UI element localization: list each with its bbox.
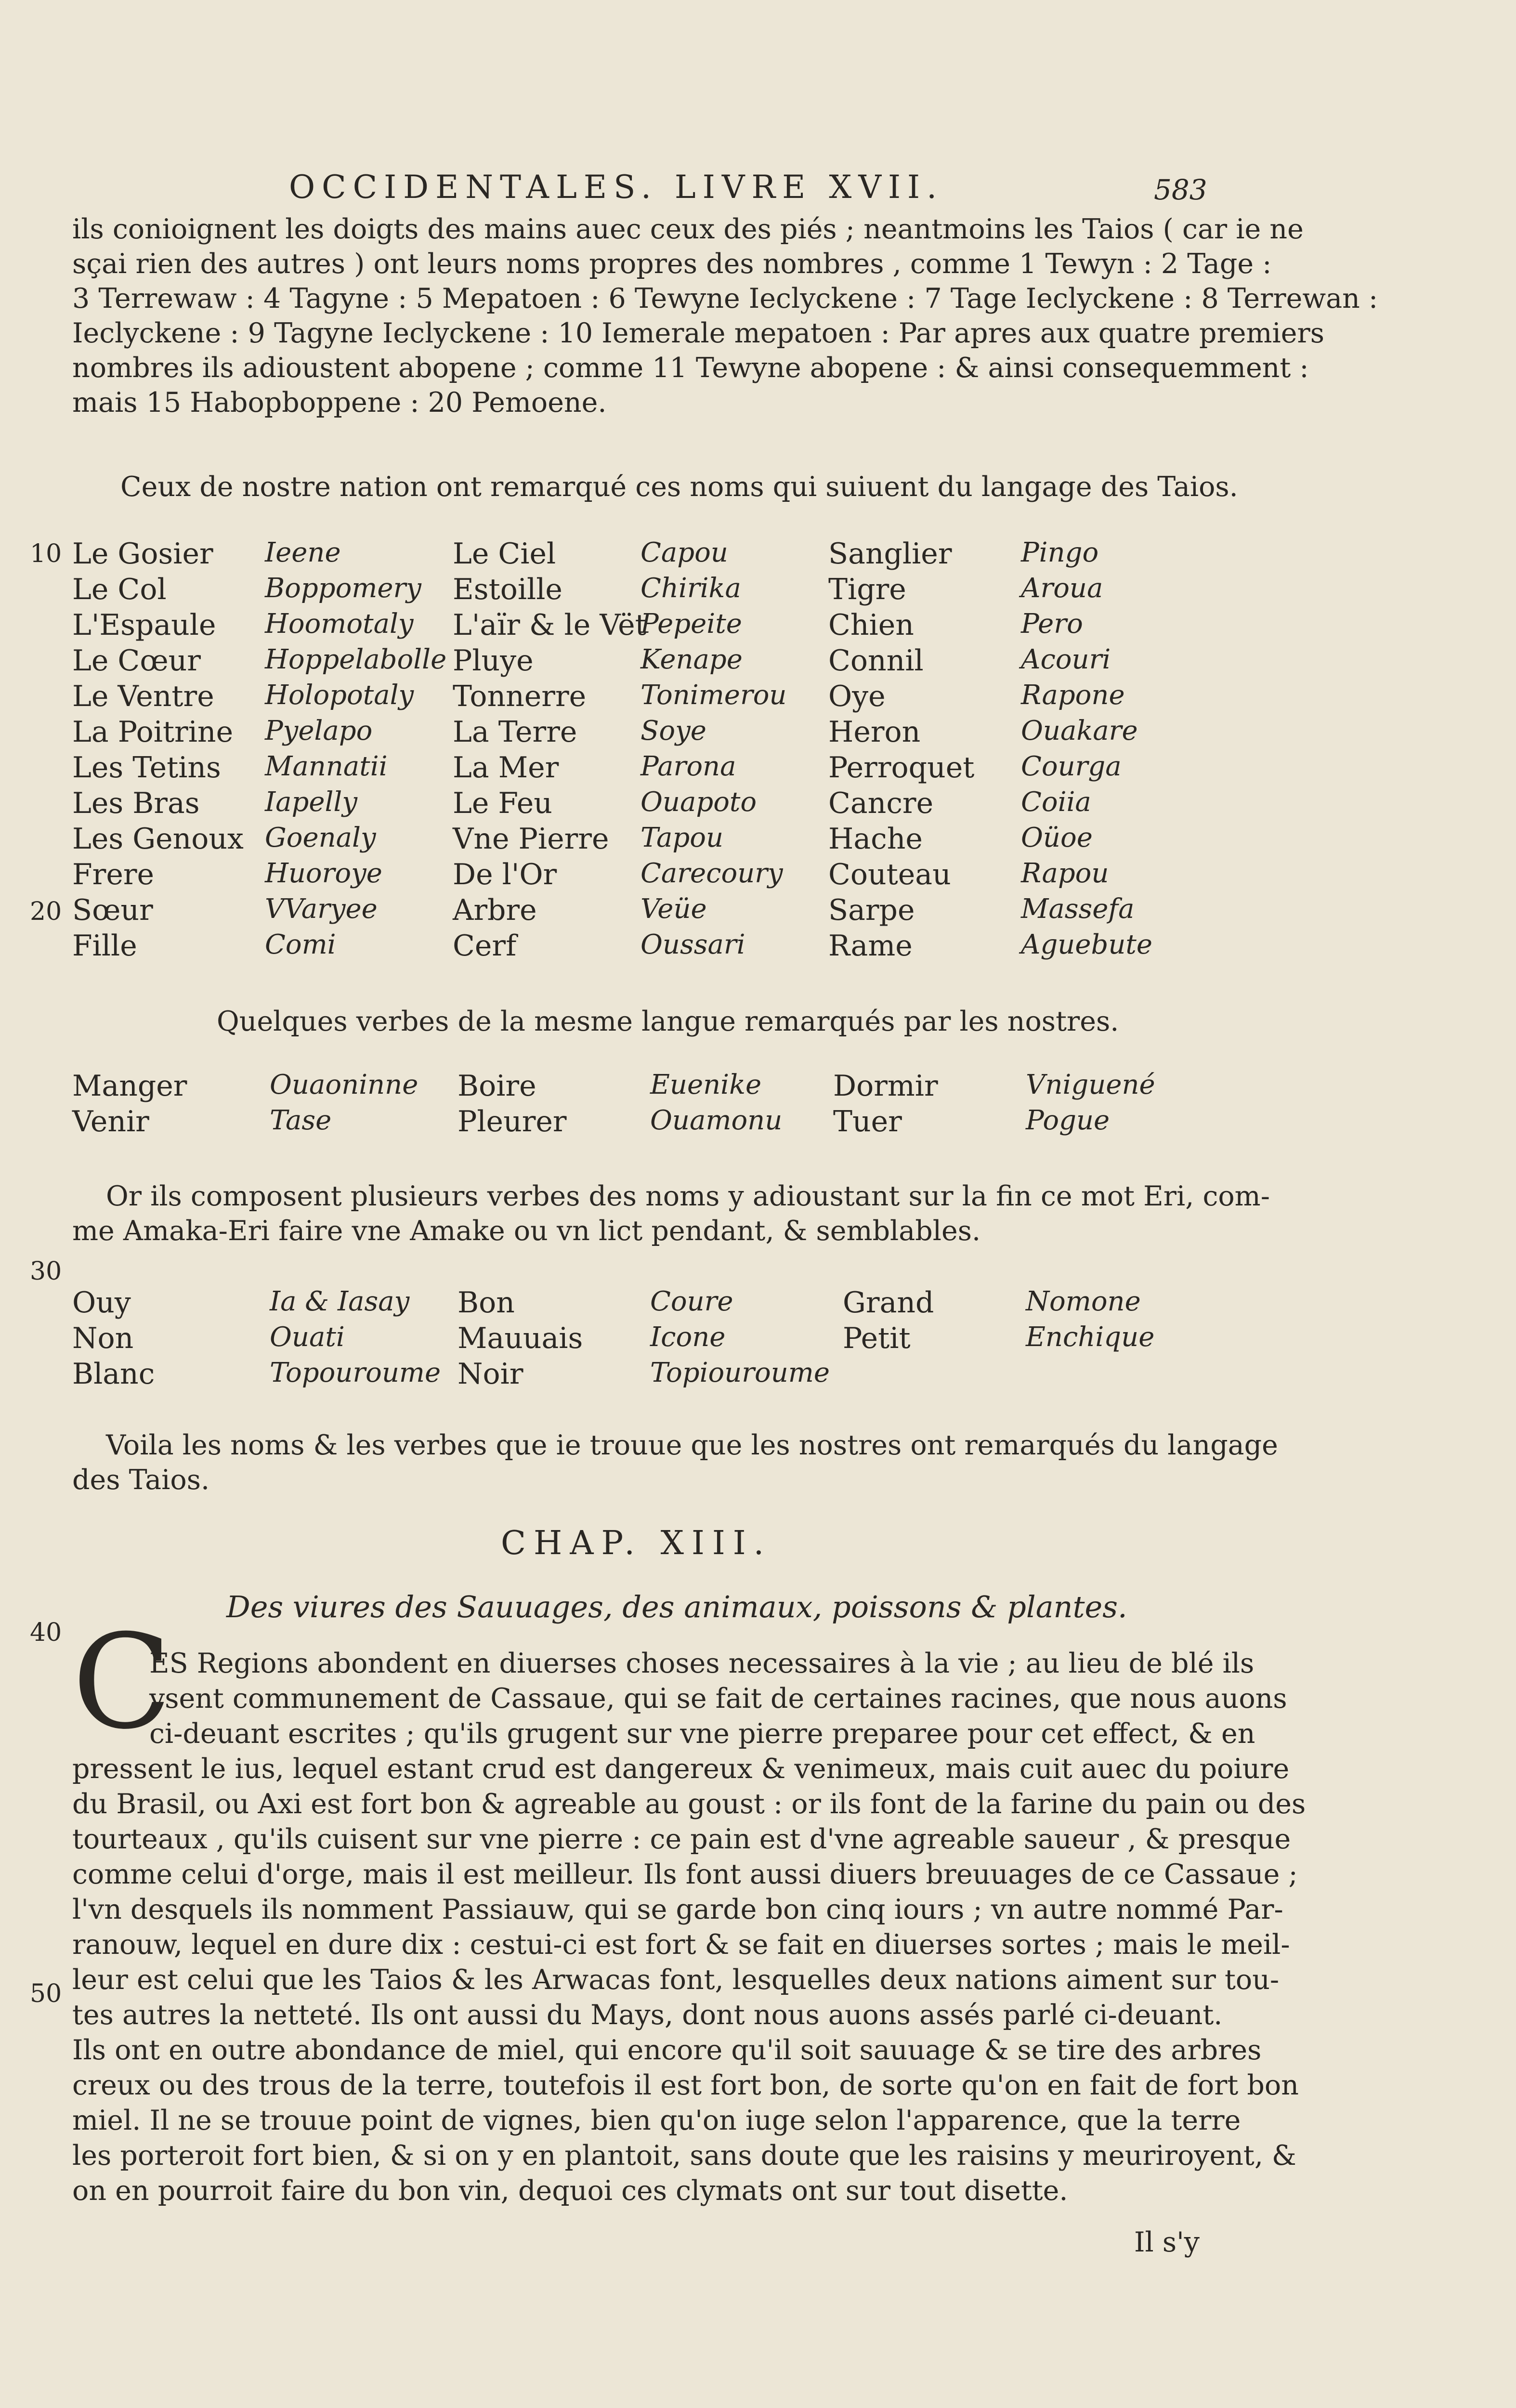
paragraph-line: leur est celui que les Taios & les Arwacas font, lesquelles deux nations aiment sur tou- [72,1964,1280,1996]
french-word: Connil [828,644,924,678]
french-word: Sanglier [828,537,952,571]
french-word: Le Ciel [453,537,556,571]
french-word: Les Tetins [72,751,221,785]
native-word: Pingo [1021,537,1099,568]
french-word: Heron [828,715,921,749]
french-word: Venir [72,1105,149,1139]
french-word: De l'Or [453,858,557,891]
paragraph-line: miel. Il ne se trouue point de vignes, bien qu'on iuge selon l'apparence, que la terre [72,2105,1241,2136]
french-word: Le Gosier [72,537,213,571]
native-word: Courga [1021,751,1122,782]
paragraph-line: les porteroit fort bien, & si on y en plantoit, sans doute que les raisins y meuriroyent, & [72,2140,1296,2172]
native-word: Pogue [1026,1105,1110,1136]
french-word: Hache [828,822,923,856]
native-word: Ouati [270,1322,345,1353]
native-word: Topouroume [270,1357,441,1388]
french-word: Cancre [828,786,934,820]
french-word: La Mer [453,751,559,785]
paragraph-line: ci-deuant escrites ; qu'ils grugent sur vne pierre preparee pour cet effect, & en [149,1718,1255,1750]
native-word: Enchique [1026,1322,1155,1353]
french-word: La Poitrine [72,715,234,749]
native-word: Capou [640,537,728,568]
french-word: Petit [843,1322,911,1355]
native-word: Tapou [640,822,724,853]
french-word: Non [72,1322,134,1355]
paragraph-line: ranouw, lequel en dure dix : cestui-ci est fort & se fait en diuerses sortes ; mais le meil- [72,1929,1290,1961]
native-word: Ouakare [1021,715,1138,746]
native-word: Rapou [1021,858,1109,889]
verbs-heading: Quelques verbes de la mesme langue remarqués par les nostres. [217,1006,1119,1037]
french-word: Vne Pierre [453,822,609,856]
french-word: Tonnerre [453,680,587,713]
paragraph-line: Voila les noms & les verbes que ie trouue que les nostres ont remarqués du langage [106,1429,1278,1461]
paragraph-line: ils conioignent les doigts des mains auec ceux des piés ; neantmoins les Taios ( car ie ne [72,213,1304,245]
native-word: Pyelapo [265,715,373,746]
french-word: Noir [457,1357,523,1391]
french-word: Dormir [833,1069,938,1103]
native-word: Pepeite [640,608,742,640]
paragraph-line: creux ou des trous de la terre, toutefois il est fort bon, de sorte qu'on en fait de fort bon [72,2069,1299,2101]
french-word: Chien [828,608,914,642]
french-word: Blanc [72,1357,155,1391]
native-word: Carecoury [640,858,783,889]
french-word: Sarpe [828,893,915,927]
native-word: Icone [650,1322,726,1353]
compose-paragraph [72,1179,1270,1248]
native-word: Huoroye [265,858,382,889]
french-word: Couteau [828,858,951,891]
french-word: Grand [843,1286,934,1320]
native-word: Nomone [1026,1286,1141,1317]
paragraph-line: l'vn desquels ils nomment Passiauw, qui se garde bon cinq iours ; vn autre nommé Par- [72,1894,1283,1925]
native-word: Vniguené [1026,1069,1155,1100]
catchword: Il s'y [1134,2226,1200,2258]
paragraph-line: Ieclyckene : 9 Tagyne Ieclyckene : 10 Iemerale mepatoen : Par apres aux quatre premiers [72,317,1325,349]
french-word: Sœur [72,893,153,927]
line-number: 30 [30,1257,62,1286]
native-word: Chirika [640,573,741,604]
line-number: 50 [30,1979,62,2008]
chapter-subtitle: Des viures des Sauuages, des animaux, poissons & plantes. [226,1589,1127,1624]
native-word: Tonimerou [640,680,787,711]
native-word: Oüoe [1021,822,1093,853]
native-word: Euenike [650,1069,762,1100]
native-word: Mannatii [265,751,388,782]
paragraph-line: pressent le ius, lequel estant crud est dangereux & venimeux, mais cuit auec du poiure [72,1753,1290,1785]
french-word: Tigre [828,573,906,606]
french-word: Le Feu [453,786,552,820]
native-word: Comi [265,929,336,960]
french-word: Les Bras [72,786,200,820]
french-word: Tuer [833,1105,902,1139]
native-word: Aroua [1021,573,1103,604]
chapter-paragraph [72,1646,1306,2209]
french-word: Perroquet [828,751,975,785]
paragraph-line: Or ils composent plusieurs verbes des noms y adioustant sur la fin ce mot Eri, com- [106,1180,1270,1212]
native-word: Soye [640,715,706,746]
paragraph-line: sçai rien des autres ) ont leurs noms propres des nombres , comme 1 Tewyn : 2 Tage : [72,248,1272,280]
native-word: Topiouroume [650,1357,830,1388]
french-word: L'Espaule [72,608,216,642]
native-word: Massefa [1021,893,1135,925]
paragraph-line: des Taios. [72,1464,210,1496]
french-word: Fille [72,929,137,963]
french-word: La Terre [453,715,577,749]
paragraph-line: Ils ont en outre abondance de miel, qui encore qu'il soit sauuage & se tire des arbres [72,2034,1262,2066]
native-word: Aguebute [1021,929,1153,960]
native-word: Tase [270,1105,332,1136]
native-word: Ouamonu [650,1105,783,1136]
page-number: 583 [1154,173,1207,206]
vocab-intro: Ceux de nostre nation ont remarqué ces noms qui suiuent du langage des Taios. [120,471,1238,503]
french-word: Ouy [72,1286,131,1320]
native-word: Veüe [640,893,707,925]
paragraph-line: on en pourroit faire du bon vin, dequoi ces clymats ont sur tout disette. [72,2175,1068,2207]
native-word: Coiia [1021,786,1091,818]
native-word: Ia & Iasay [270,1286,410,1317]
french-word: Estoille [453,573,562,606]
native-word: Hoomotaly [265,608,414,640]
paragraph-line: nombres ils adioustent abopene ; comme 11 Tewyne abopene : & ainsi consequemment : [72,352,1309,384]
french-word: Frere [72,858,155,891]
paragraph-line: vsent communement de Cassaue, qui se fait de certaines racines, que nous auons [149,1683,1287,1714]
native-word: Ouaoninne [270,1069,418,1100]
paragraph-line: me Amaka-Eri faire vne Amake ou vn lict pendant, & semblables. [72,1215,981,1247]
paragraph-line: mais 15 Habopboppene : 20 Pemoene. [72,387,607,419]
native-word: Pero [1021,608,1083,640]
paragraph-line: tes autres la netteté. Ils ont aussi du Mays, dont nous auons assés parlé ci-deuant. [72,1999,1223,2031]
french-word: Rame [828,929,913,963]
native-word: Oussari [640,929,745,960]
french-word: Le Cœur [72,644,201,678]
line-number: 10 [30,539,62,568]
native-word: Ouapoto [640,786,757,818]
french-word: Pluye [453,644,534,678]
intro-paragraph [72,212,1378,420]
native-word: Kenape [640,644,743,675]
line-number: 40 [30,1618,62,1647]
french-word: Arbre [453,893,537,927]
french-word: Oye [828,680,886,713]
french-word: Boire [457,1069,536,1103]
native-word: Holopotaly [265,680,414,711]
native-word: Hoppelabolle [265,644,447,675]
french-word: Mauuais [457,1322,583,1355]
drop-cap: C [72,1606,172,1758]
french-word: Les Genoux [72,822,244,856]
line-number: 20 [30,897,62,926]
french-word: L'aïr & le Vët [453,608,647,642]
paragraph-line: 3 Terrewaw : 4 Tagyne : 5 Mepatoen : 6 Tewyne Ieclyckene : 7 Tage Ieclyckene : 8 Terrewan : [72,283,1378,314]
french-word: Manger [72,1069,187,1103]
french-word: Pleurer [457,1105,567,1139]
chapter-title: CHAP. XIII. [501,1524,772,1562]
native-word: Parona [640,751,736,782]
paragraph-line: ES Regions abondent en diuerses choses necessaires à la vie ; au lieu de blé ils [149,1648,1255,1679]
native-word: Coure [650,1286,733,1317]
paragraph-line: comme celui d'orge, mais il est meilleur. Ils font aussi diuers breuuages de ce Cassaue ; [72,1858,1298,1890]
paragraph-line: tourteaux , qu'ils cuisent sur vne pierre : ce pain est d'vne agreable saueur , & presque [72,1823,1291,1855]
native-word: Rapone [1021,680,1125,711]
native-word: Ieene [265,537,341,568]
native-word: Iapelly [265,786,357,818]
running-header: OCCIDENTALES. LIVRE XVII. [289,169,944,206]
native-word: Goenaly [265,822,376,853]
native-word: Boppomery [265,573,421,604]
french-word: Cerf [453,929,517,963]
native-word: VVaryee [265,893,378,925]
voila-paragraph [72,1428,1278,1497]
french-word: Bon [457,1286,515,1320]
french-word: Le Ventre [72,680,214,713]
paragraph-line: du Brasil, ou Axi est fort bon & agreable au goust : or ils font de la farine du pain ou des [72,1788,1306,1820]
native-word: Acouri [1021,644,1111,675]
french-word: Le Col [72,573,167,606]
